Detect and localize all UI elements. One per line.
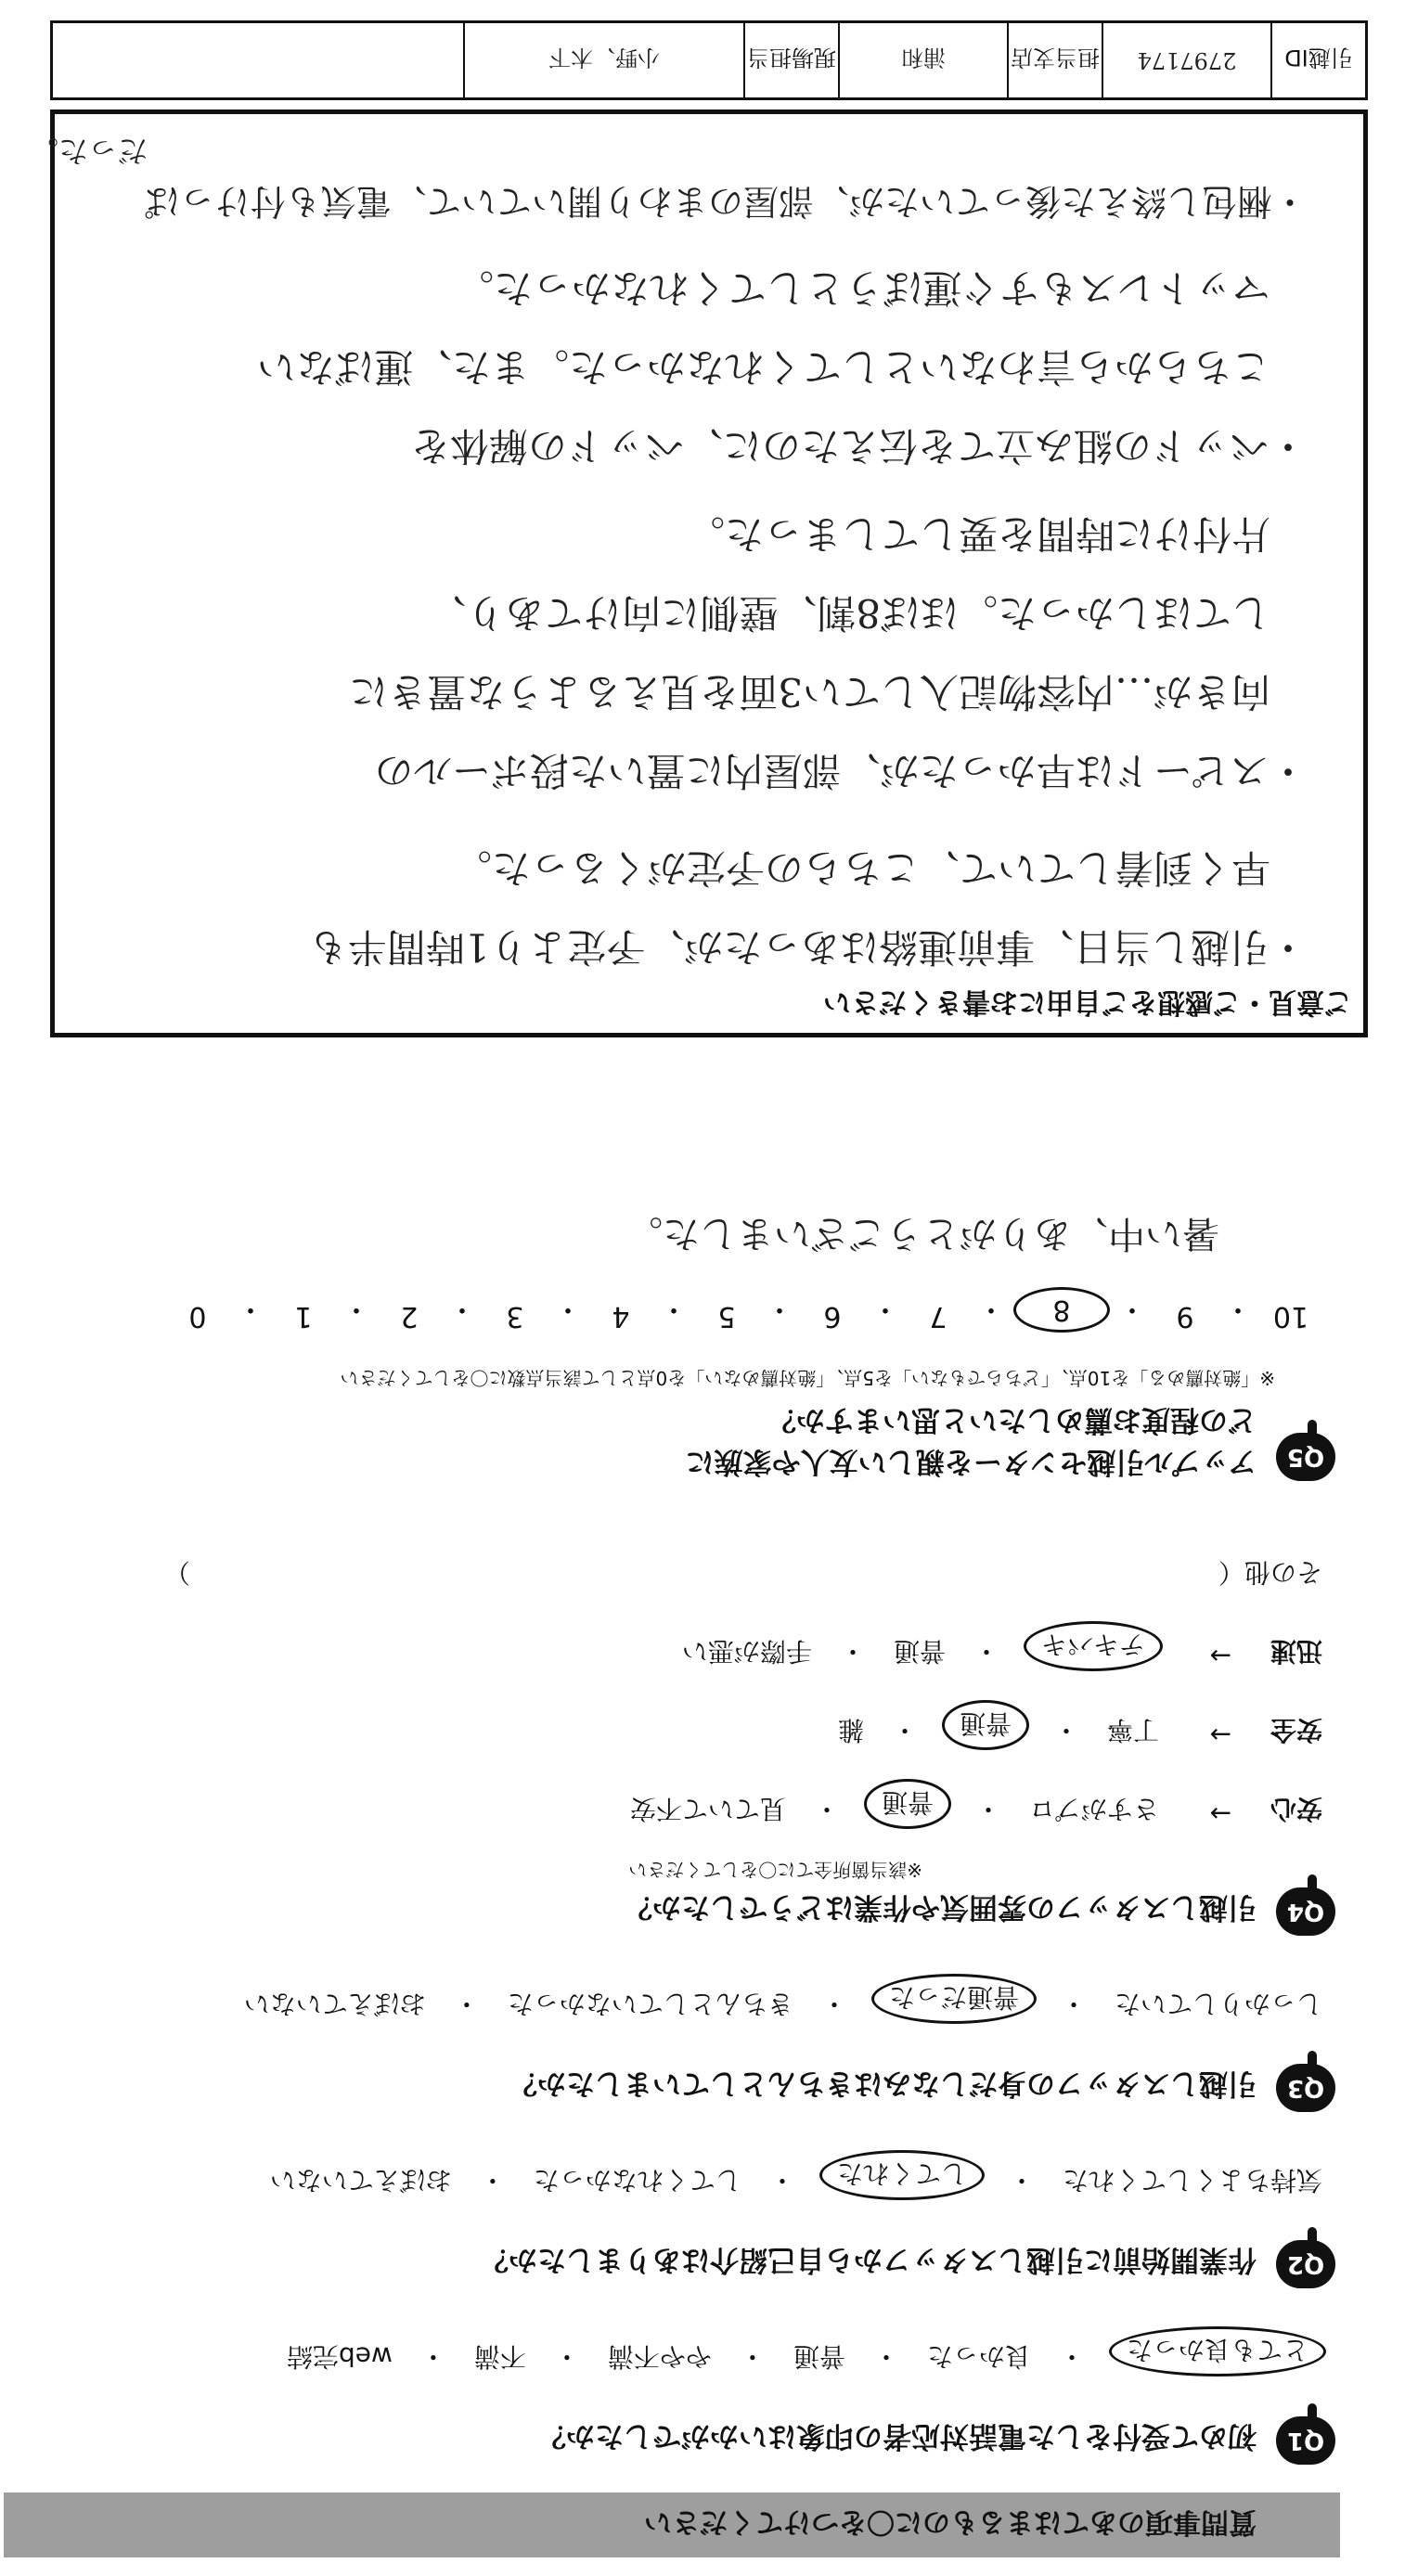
scale-option[interactable]: 10 (1272, 1300, 1309, 1333)
q3-question: 引越しスタッフの身だしなみはきちんとしていましたか？ (509, 2067, 1257, 2100)
q5-question-line1: アップル引越センターを親しい友人や家族に (685, 1445, 1257, 1478)
q4-row-label: 安心 (1270, 1794, 1322, 1824)
q2-option[interactable]: 気持ちよくしてくれた (1062, 2165, 1322, 2196)
q4-option[interactable]: 手際が悪い (681, 1636, 812, 1667)
q4-other-label[interactable]: その他（ (1218, 1557, 1322, 1588)
q1-option[interactable]: web完結 (286, 2341, 393, 2372)
q4-note: ※該当箇所全てに〇をしてください (628, 1859, 922, 1881)
q1-option[interactable]: 不満 (473, 2341, 526, 2372)
q2-option[interactable]: してくれなかった (533, 2165, 741, 2196)
q4-question: 引越しスタッフの雰囲気や作業はどうでしたか？ (624, 1890, 1257, 1924)
q3-option[interactable]: おぼえていない (243, 1989, 426, 2019)
q2-option-selected[interactable]: してくれた (819, 2150, 985, 2200)
q2-option[interactable]: おぼえていない (269, 2165, 452, 2196)
q4-option-selected[interactable]: 普通 (864, 1779, 951, 1829)
q4-row-label: 安全 (1270, 1715, 1322, 1745)
scale-option[interactable]: 4 (612, 1300, 630, 1333)
q2-options: 気持ちよくしてくれた ・ してくれた ・ してくれなかった ・ おぼえていない (266, 2150, 1326, 2200)
comment-line: してほしかった。ほぼ8割、壁側に向けてあり、 (427, 590, 1270, 636)
scale-option[interactable]: 2 (400, 1300, 419, 1333)
q5-handwritten-note: 暑い中、ありがとうございました。 (625, 1212, 1219, 1255)
q1-question: 初めて受付をした電話対応者の印象はいかがでしたか？ (537, 2419, 1257, 2453)
q4-row-anshin: 安心 → さすがプロ ・ 普通 ・ 見ていて不安 (626, 1779, 1326, 1829)
comment-line: マットレスもすぐ運ぼうとしてくれなかった。 (454, 265, 1270, 311)
instruction-header (4, 2492, 1340, 2557)
q4-option[interactable]: 見ていて不安 (629, 1794, 786, 1824)
branch-value: 浦和 (838, 23, 1007, 97)
id-value: 2797174 (1102, 23, 1270, 97)
leader-value: 小野、木下 (463, 23, 743, 97)
q4-row-anzen: 安全 → 丁寧 ・ 普通 ・ 雑 (834, 1700, 1326, 1750)
q3-badge: Q3 (1276, 2064, 1335, 2112)
q4-row-jinsoku: 迅速 → テキパキ ・ 普通 ・ 手際が悪い (678, 1621, 1326, 1671)
q1-option[interactable]: 普通 (793, 2341, 845, 2372)
scale-option[interactable]: 3 (506, 1300, 524, 1333)
q3-option-selected[interactable]: 普通だった (871, 1974, 1037, 2024)
id-table-blank (53, 23, 463, 97)
q3-option[interactable]: しっかりしていた (1114, 1989, 1322, 2019)
branch-label: 担当支店 (1007, 23, 1102, 97)
comment-line: 向きが…内容物記入してい3面を見えるような置きに (349, 669, 1270, 715)
scale-option[interactable]: 9 (1176, 1300, 1194, 1333)
instruction-text: 質問事項のあてはまるものに〇をつけてください (644, 2505, 1257, 2538)
q4-other-close: ） (163, 1557, 190, 1588)
id-label: 引越ID (1270, 23, 1365, 97)
q3-options: しっかりしていた ・ 普通だった ・ きちんとしていなかった ・ おぼえていない (240, 1974, 1326, 2024)
arrow-icon: → (1209, 1798, 1231, 1829)
q4-row-label: 迅速 (1270, 1636, 1322, 1667)
q1-option-selected[interactable]: とても良かった (1109, 2326, 1326, 2376)
q4-badge: Q4 (1276, 1887, 1335, 1936)
comment-line: ・梱包し終えた後っていたが、部屋のまわり開いていて、電気も付けっぱ (144, 181, 1308, 222)
q4-option-selected[interactable]: テキパキ (1024, 1621, 1163, 1671)
q2-question: 作業開始前に引越しスタッフから自己紹介はありましたか？ (480, 2243, 1257, 2276)
comment-box[interactable] (28, 109, 1368, 1037)
q4-option[interactable]: 普通 (893, 1636, 946, 1667)
q3-option[interactable]: きちんとしていなかった (507, 1989, 793, 2019)
comment-box-title: ご意見・ご感想をご自由にお書きください (823, 985, 1352, 1018)
q4-option[interactable]: さすがプロ (1028, 1794, 1159, 1824)
comment-line: ・ベッドの組み立てを伝えたのに、ベッドの解体を (410, 423, 1308, 469)
q4-other (73, 1555, 1326, 1592)
q4-option-selected[interactable]: 普通 (942, 1700, 1029, 1750)
q5-note: ※「絶対薦める」を10点、「どちらでもない」を5点、「絶対薦めない」を0点として該当点数に〇をしてください (340, 1367, 1275, 1389)
scale-option[interactable]: 7 (929, 1300, 947, 1333)
arrow-icon: → (1209, 1641, 1231, 1671)
q1-badge: Q1 (1276, 2416, 1335, 2465)
q5-badge: Q5 (1276, 1433, 1335, 1481)
q1-option[interactable]: やや不満 (607, 2341, 712, 2372)
comment-line: 片付けに時間を要してしまった。 (685, 511, 1270, 557)
q1-option[interactable]: 良かった (926, 2341, 1031, 2372)
comment-line: ・引越し当日、事前連絡はあったが、予定より1時間半も (308, 924, 1308, 970)
arrow-icon: → (1209, 1719, 1231, 1750)
scale-option[interactable]: 5 (717, 1300, 736, 1333)
q1-options: とても良かった ・ 良かった ・ 普通 ・ やや不満 ・ 不満 ・ web完結 (283, 2326, 1326, 2376)
q5-question-line2: どの程度お薦めしたいと思いますか？ (767, 1403, 1257, 1436)
scale-option[interactable]: 1 (294, 1300, 313, 1333)
scale-option-selected[interactable]: 8 (1013, 1287, 1110, 1333)
q4-option[interactable]: 雑 (837, 1715, 864, 1745)
scale-option[interactable]: 6 (823, 1300, 842, 1333)
q4-option[interactable]: 丁寧 (1106, 1715, 1159, 1745)
q2-badge: Q2 (1276, 2240, 1335, 2288)
scale-option[interactable]: 0 (188, 1300, 207, 1333)
q5-scale: 10 ・ 9 ・ 8 ・ 7 ・ 6 ・ 5 ・ 4 ・ 3 ・ 2 ・ 1 ・ 0 (167, 1287, 1321, 1333)
comment-line: 早く到着していて、こちらの予定がくるった。 (452, 845, 1270, 891)
leader-label: 現場担当 (743, 23, 838, 97)
comment-line: ・スピードは早かったが、部屋内に置いた段ボールの (374, 748, 1308, 793)
comment-line: だった。 (28, 134, 148, 169)
comment-line: こちらから言わないとしてくれなかった。また、運ばない (256, 344, 1270, 390)
id-table (50, 20, 1368, 100)
